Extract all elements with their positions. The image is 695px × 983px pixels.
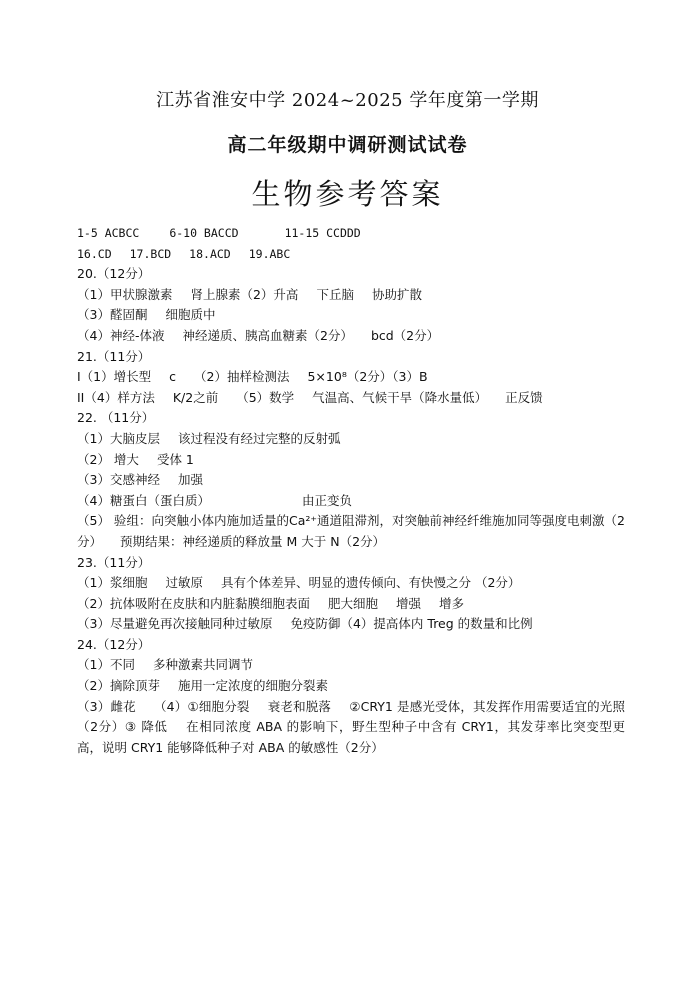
school-term-heading: 江苏省淮安中学 2024~2025 学年度第一学期 bbox=[156, 90, 539, 111]
answer-text: （4）神经-体液 bbox=[77, 327, 165, 343]
answer-text: （5）数学 bbox=[236, 389, 295, 405]
question-20-line bbox=[77, 326, 625, 347]
answer-text: ②CRY1 是感光受体，其发挥作用需要适宜的光照（2分）③ 降低 bbox=[77, 698, 625, 735]
question-21-line bbox=[77, 388, 625, 409]
choice-1-5: 1-5 ACBCC bbox=[77, 226, 140, 240]
question-22-heading: 22. （11分） bbox=[77, 410, 155, 426]
choice-answers-row-2 bbox=[77, 244, 625, 265]
answer-text: （4）糖蛋白（蛋白质） bbox=[77, 492, 210, 508]
choice-17: 17.BCD bbox=[129, 246, 172, 261]
answer-text: 多种激素共同调节 bbox=[152, 657, 253, 673]
choice-19: 19.ABC bbox=[248, 246, 291, 261]
answer-text: 气温高、气候干旱（降水量低） bbox=[312, 389, 488, 405]
answer-text: 神经递质、胰高血糖素（2分） bbox=[182, 327, 353, 343]
answer-text: 过敏原 bbox=[165, 575, 203, 591]
answer-text: （4）①细胞分裂 bbox=[153, 698, 250, 714]
question-22-line bbox=[77, 450, 625, 471]
answer-text: bcd（2分） bbox=[370, 327, 440, 343]
answer-text: （2）摘除顶芽 bbox=[77, 678, 160, 694]
answer-text: （3）雌花 bbox=[77, 698, 136, 714]
question-21-heading: 21.（11分） bbox=[77, 348, 151, 364]
answer-text: 加强 bbox=[177, 472, 203, 488]
question-23-line bbox=[77, 573, 625, 594]
answer-text: 增多 bbox=[439, 595, 465, 611]
answer-text: （3）尽量避免再次接触同种过敏原 bbox=[77, 616, 273, 632]
answer-text: 增强 bbox=[395, 595, 421, 611]
answer-text: （1）浆细胞 bbox=[77, 575, 148, 591]
answer-text: II（4）样方法 bbox=[77, 389, 155, 405]
answer-text: （5） 验组：向突触小体内施加适量的Ca²⁺通道阻滞剂，对突触前神经纤维施加同等强度电刺激（2分） bbox=[77, 513, 625, 549]
question-22-line bbox=[77, 470, 625, 491]
choice-18: 18.ACD bbox=[189, 246, 231, 261]
answer-text: （2）抽样检测法 bbox=[194, 369, 290, 385]
question-24-line bbox=[77, 676, 625, 697]
answer-text: 免疫防御（4）提高体内 Treg 的数量和比例 bbox=[290, 616, 533, 632]
question-24-paragraph bbox=[77, 697, 625, 759]
choice-16: 16.CD bbox=[77, 246, 112, 261]
answer-body bbox=[77, 223, 625, 758]
question-20-line bbox=[77, 285, 625, 306]
question-24-heading: 24.（12分） bbox=[77, 636, 151, 652]
answer-text: c bbox=[169, 369, 177, 385]
answer-text: 肾上腺素（2）升高 bbox=[190, 286, 299, 302]
choice-11-15: 11-15 CCDDD bbox=[284, 226, 361, 240]
choice-6-10: 6-10 BACCD bbox=[169, 226, 239, 240]
answer-text: 5×10⁸（2分）（3）B bbox=[307, 369, 428, 385]
answer-text: 细胞质中 bbox=[165, 307, 216, 323]
answer-text: 受体 1 bbox=[156, 451, 194, 467]
answer-text: 衰老和脱落 bbox=[267, 698, 332, 714]
exam-title: 高二年级期中调研测试试卷 bbox=[227, 134, 468, 156]
answer-text: （2）抗体吸附在皮肤和内脏黏膜细胞表面 bbox=[77, 595, 310, 611]
answer-text: 协助扩散 bbox=[371, 286, 422, 302]
answer-text: （3）醛固酮 bbox=[77, 307, 148, 323]
choice-answers-row-1 bbox=[77, 223, 625, 244]
answer-text: 施用一定浓度的细胞分裂素 bbox=[177, 678, 328, 694]
question-22-line bbox=[77, 429, 625, 450]
question-22-experiment bbox=[77, 511, 625, 552]
answer-text: 下丘脑 bbox=[316, 286, 354, 302]
question-23-line bbox=[77, 614, 625, 635]
answer-text: 该过程没有经过完整的反射弧 bbox=[177, 430, 341, 446]
answer-text: 由正变负 bbox=[301, 492, 352, 508]
answer-text: （1）大脑皮层 bbox=[77, 430, 160, 446]
question-22-line bbox=[77, 491, 625, 512]
answer-text: （3）交感神经 bbox=[77, 472, 160, 488]
answer-text: （1）不同 bbox=[77, 657, 135, 673]
answer-text: 具有个体差异、明显的遗传倾向、有快慢之分 （2分） bbox=[220, 575, 521, 591]
answer-text: 正反馈 bbox=[505, 389, 543, 405]
question-20-line bbox=[77, 305, 625, 326]
answer-text: 肥大细胞 bbox=[327, 595, 378, 611]
question-23-line bbox=[77, 594, 625, 615]
answer-text: （2） 增大 bbox=[77, 451, 139, 467]
document-title: 生物参考答案 bbox=[251, 177, 444, 211]
answer-text: （1）甲状腺激素 bbox=[77, 286, 173, 302]
question-24-line bbox=[77, 655, 625, 676]
answer-text: K/2之前 bbox=[172, 389, 219, 405]
question-21-line bbox=[77, 367, 625, 388]
answer-text: I（1）增长型 bbox=[77, 369, 152, 385]
answer-text: 预期结果：神经递质的释放量 M 大于 N（2分） bbox=[120, 533, 386, 549]
question-20-heading: 20.（12分） bbox=[77, 266, 151, 282]
answer-text: 在相同浓度 ABA 的影响下，野生型种子中含有 CRY1，其发芽率比突变型更高，说明 CRY1 能够降低种子对 ABA 的敏感性（2分） bbox=[77, 719, 625, 755]
question-23-heading: 23.（11分） bbox=[77, 554, 151, 570]
